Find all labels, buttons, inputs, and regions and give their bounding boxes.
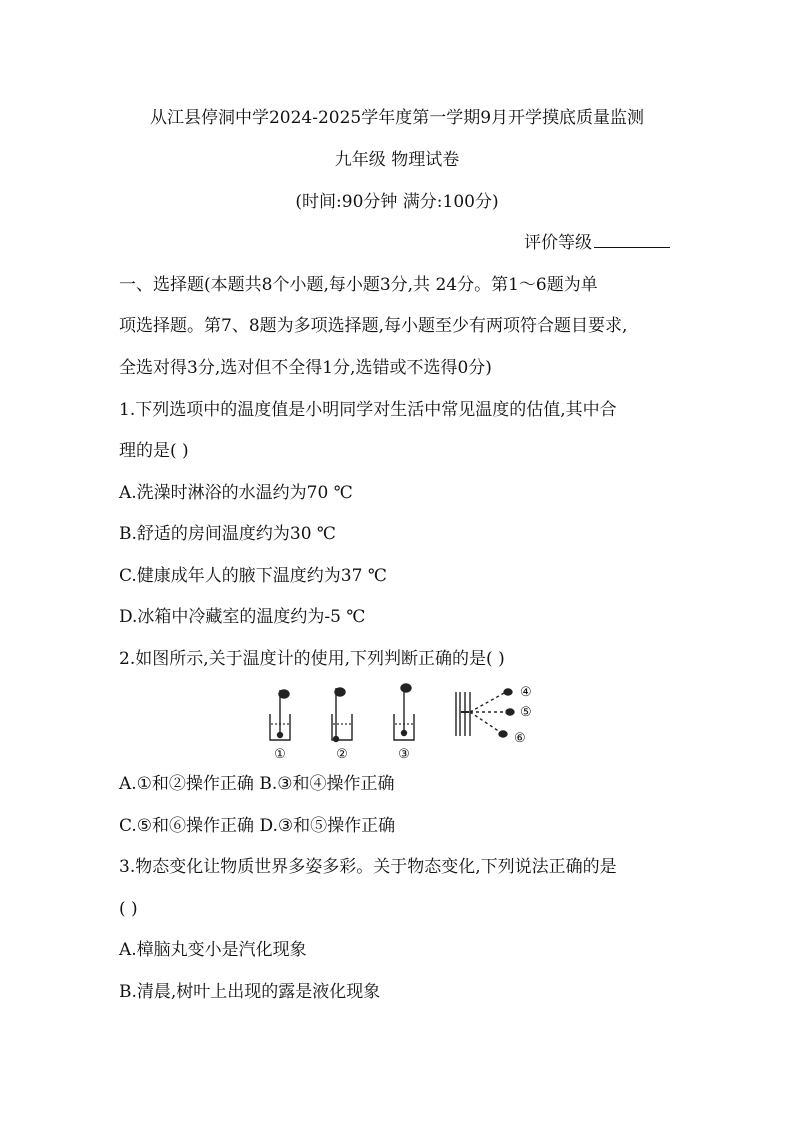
question-1-stem-line-1: 1.下列选项中的温度值是小明同学对生活中常见温度的估值,其中合	[119, 400, 617, 420]
figure-label-1: ①	[274, 747, 286, 762]
figure-label-5: ⑤	[520, 705, 532, 720]
question-3-option-a[interactable]: A.樟脑丸变小是汽化现象	[119, 940, 307, 960]
grade-blank[interactable]	[594, 231, 670, 248]
page-title: 从江县停洞中学2024-2025学年度第一学期9月开学摸底质量监测	[149, 108, 645, 128]
question-1-option-c[interactable]: C.健康成年人的腋下温度约为37 ℃	[119, 566, 387, 586]
question-3-option-b[interactable]: B.清晨,树叶上出现的露是液化现象	[119, 982, 381, 1002]
thermometer-scale	[456, 689, 514, 737]
section-intro-line-3: 全选对得3分,选对但不全得1分,选错或不选得0分)	[119, 358, 492, 378]
question-2-stem: 2.如图所示,关于温度计的使用,下列判断正确的是( )	[119, 649, 505, 669]
question-3-stem-line-1: 3.物态变化让物质世界多姿多彩。关于物态变化,下列说法正确的是	[119, 857, 617, 877]
question-2-options-line-1[interactable]: A.①和②操作正确 B.③和④操作正确	[119, 774, 395, 794]
question-1-option-a[interactable]: A.洗澡时淋浴的水温约为70 ℃	[119, 483, 353, 503]
grade-field	[524, 231, 670, 255]
figure-label-3: ③	[398, 747, 410, 762]
figure-label-6: ⑥	[514, 731, 526, 746]
section-intro-line-1: 一、选择题(本题共8个小题,每小题3分,共 24分。第1～6题为单	[119, 275, 598, 295]
figure-label-4: ④	[520, 685, 532, 700]
question-1-option-d[interactable]: D.冰箱中冷藏室的温度约为-5 ℃	[119, 607, 366, 627]
question-1-option-b[interactable]: B.舒适的房间温度约为30 ℃	[119, 524, 336, 544]
question-3-stem-line-2: ( )	[119, 899, 138, 919]
beaker-3	[394, 684, 414, 740]
question-2-options-line-2[interactable]: C.⑤和⑥操作正确 D.③和⑤操作正确	[119, 816, 396, 836]
page-subtitle: 九年级 物理试卷	[334, 150, 460, 170]
section-intro-line-2: 项选择题。第7、8题为多项选择题,每小题至少有两项符合题目要求,	[119, 316, 628, 336]
figure-label-2: ②	[336, 747, 348, 762]
beaker-1	[270, 690, 290, 740]
grade-label: 评价等级	[524, 233, 592, 253]
beaker-2	[332, 688, 352, 742]
question-1-stem-line-2: 理的是( )	[119, 441, 189, 461]
thermometer-figure	[258, 682, 538, 762]
exam-time-info: (时间:90分钟 满分:100分)	[295, 192, 499, 212]
